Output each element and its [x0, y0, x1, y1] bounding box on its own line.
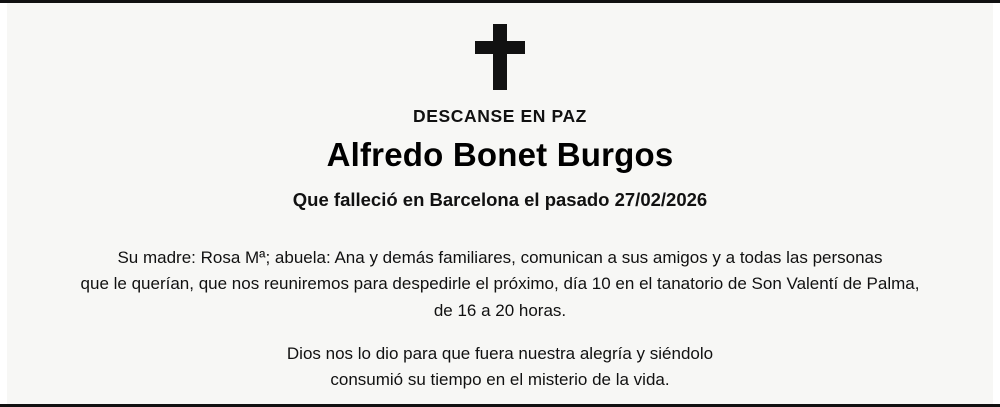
- deceased-name: Alfredo Bonet Burgos: [326, 136, 674, 173]
- cross-container: [472, 24, 528, 90]
- death-details: Que falleció en Barcelona el pasado 27/02/2026: [292, 189, 708, 210]
- rest-in-peace-label: DESCANSE EN PAZ: [413, 106, 587, 126]
- family-message-line: de 16 a 20 horas.: [433, 300, 567, 320]
- left-margin: [0, 3, 7, 404]
- right-margin: [993, 3, 1000, 404]
- family-message-line: Su madre: Rosa Mª; abuela: Ana y demás familiares, comunican a sus amigos y a todas las personas: [117, 248, 883, 267]
- prayer-line: consumió su tiempo en el misterio de la vida.: [330, 369, 670, 389]
- christian-cross-icon: [472, 24, 528, 90]
- prayer-text: [287, 341, 713, 392]
- prayer-line: Dios nos lo dio para que fuera nuestra alegría y siéndolo: [286, 344, 714, 364]
- notice-content: [18, 3, 982, 404]
- family-message: [81, 245, 920, 324]
- family-message-line: que le querían, que nos reuniremos para despedirle el próximo, día 10 en el tanatorio de Son Valentí de Palma,: [80, 274, 920, 294]
